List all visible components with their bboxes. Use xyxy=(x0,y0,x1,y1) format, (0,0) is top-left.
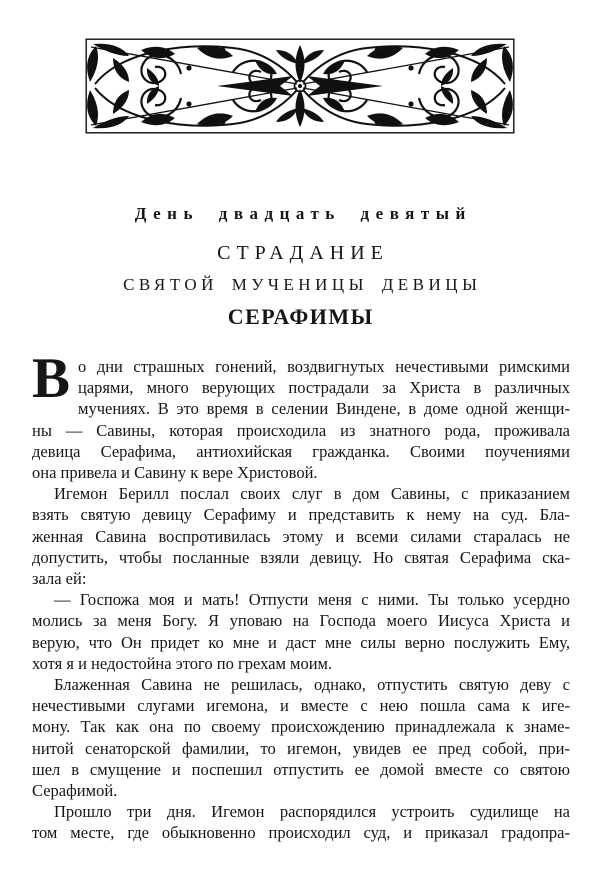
text-line: молись за меня Богу. Я уповаю на Господа моего Иисуса Христа и xyxy=(32,611,570,631)
text-line: — Госпожа моя и мать! Отпусти меня с ними. Ты только усердно xyxy=(54,590,570,610)
title-line-2: СВЯТОЙ МУЧЕНИЦЫ ДЕВИЦЫ xyxy=(123,275,482,294)
text-line: Игемон Берилл послал своих слуг в дом Савины, с приказанием xyxy=(54,484,570,504)
body-text xyxy=(32,347,570,844)
text-line: взять святую девицу Серафиму и представить к нему на суд. Бла- xyxy=(32,505,570,525)
text-line: о дни страшных гонений, воздвигнутых нечестивыми римскими xyxy=(78,357,570,376)
text-line: мучениях. В это время в селении Виндене, в доме одной женщи- xyxy=(78,399,570,419)
title-line-3: СЕРАФИМЫ xyxy=(227,304,374,329)
text-line: Серафимой. xyxy=(32,781,118,801)
text-line: хотя я и недостойна этого по грехам моим. xyxy=(32,653,333,673)
text-line: допустить, чтобы посланные взяли девицу. Но святая Серафима ска- xyxy=(32,547,570,567)
paragraph-2 xyxy=(32,483,570,589)
text-line: шел в смущение и поспешил отпустить ее домой вместе со святою xyxy=(32,759,570,779)
drop-cap: В xyxy=(32,347,71,410)
text-line: нитой сенаторской фамилии, то игемон, увидев ее пред собой, при- xyxy=(32,738,570,758)
paragraph-1 xyxy=(32,347,570,483)
paragraph-3-dialogue xyxy=(32,589,570,674)
paragraph-4 xyxy=(32,674,570,801)
text-line: царями, много верующих пострадали за Христа в различных xyxy=(78,378,570,398)
text-line: ны — Савины, которая происходила из знатного рода, проживала xyxy=(32,420,570,440)
text-line: Прошло три дня. Игемон распорядился устроить судилище на xyxy=(54,802,570,822)
text-line: нечестивыми слугами игемона, и вместе с нею пошла сама к иге- xyxy=(32,696,570,716)
text-line: том месте, где обыкновенно происходил суд, и приказал градопра- xyxy=(32,823,570,843)
text-line: зала ей: xyxy=(32,569,87,589)
floral-headpiece-icon xyxy=(85,38,515,134)
text-line: Блаженная Савина не решилась, однако, отпустить святую деву с xyxy=(54,675,570,695)
paragraph-5 xyxy=(32,801,570,843)
text-line: верую, что Он придет ко мне и даст мне силы верно послужить Ему, xyxy=(32,632,570,652)
text-line: она привела и Савину к вере Христовой. xyxy=(32,463,318,483)
title-line-1: СТРАДАНИЕ xyxy=(217,242,389,264)
text-line: мону. Так как она по своему происхождению принадлежала к знаме- xyxy=(32,717,570,737)
text-line: женная Савина воспротивилась этому и всеми силами старалась не xyxy=(32,526,570,546)
day-heading: День двадцать девятый xyxy=(134,204,472,223)
text-line: девица Серафима, антиохийская гражданка. Своими поучениями xyxy=(32,441,570,461)
